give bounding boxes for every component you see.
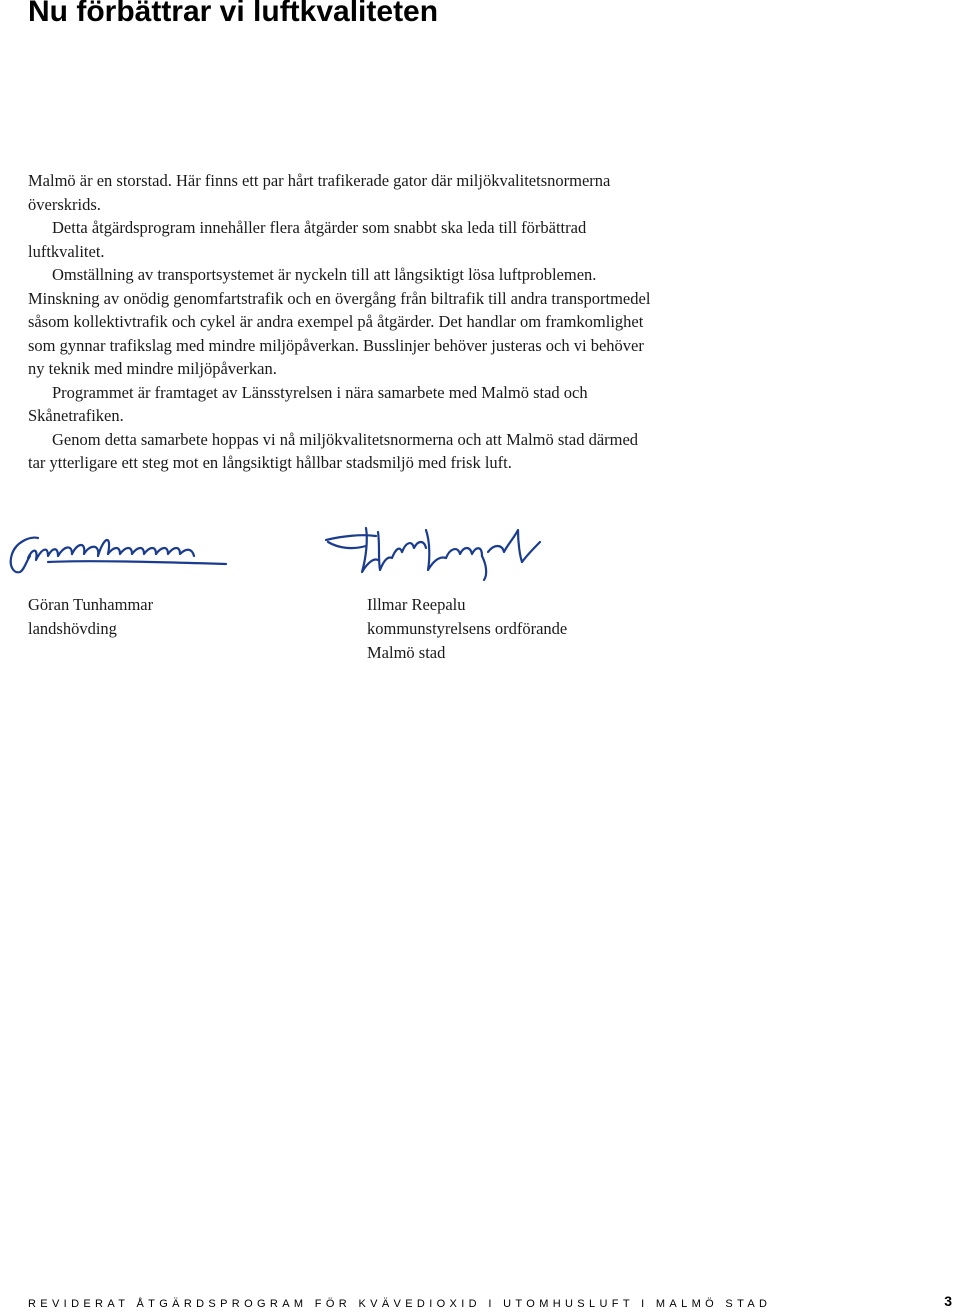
paragraph-4: Programmet är framtaget av Länsstyrelsen i nära samarbete med Malmö stad och Skånetrafiken. — [28, 382, 588, 425]
signature-left — [8, 528, 230, 580]
signer-left — [28, 593, 153, 641]
signer-right-org: Malmö stad — [367, 643, 446, 662]
signer-right-role: kommunstyrelsens ordförande — [367, 619, 568, 638]
paragraph-3-body: Minskning av onödig genomfartstrafik och en övergång från biltrafik till andra transportmedel såsom kollektivtrafik och cykel är andra exempel på åtgärder. Det handlar om framkomlighet som gynnar trafikslag med mindre miljöpåverkan. Busslinjer behöver justeras och vi behöver ny teknik med mindre miljöpåverkan. — [28, 288, 651, 378]
footer-running-title: REVIDERAT ÅTGÄRDSPROGRAM FÖR KVÄVEDIOXID I UTOMHUSLUFT I MALMÖ STAD — [28, 1298, 772, 1310]
signature-right — [322, 518, 550, 582]
paragraph-2: Detta åtgärdsprogram innehåller flera åtgärder som snabbt ska leda till förbättrad luftkvalitet. — [28, 218, 587, 261]
paragraph-3 — [28, 263, 658, 381]
signer-right — [367, 593, 567, 665]
page-number: 3 — [944, 1293, 952, 1309]
signer-right-name: Illmar Reepalu — [367, 595, 466, 614]
paragraph-5: Genom detta samarbete hoppas vi nå miljökvalitetsnormerna och att Malmö stad därmed tar ytterligare ett steg mot en långsiktigt hållbar stadsmiljö med frisk luft. — [28, 429, 639, 472]
paragraph-3-lead: Omställning av transportsystemet är nyckeln till att långsiktigt lösa luftproblemen. — [52, 265, 597, 284]
signer-left-role: landshövding — [28, 619, 117, 638]
page-title: Nu förbättrar vi luftkvaliteten — [28, 0, 439, 28]
paragraph-1: Malmö är en storstad. Här finns ett par hårt trafikerade gator där miljökvalitetsnormerna överskrids. — [28, 171, 611, 214]
signer-left-name: Göran Tunhammar — [28, 595, 154, 614]
body-text — [28, 169, 658, 475]
